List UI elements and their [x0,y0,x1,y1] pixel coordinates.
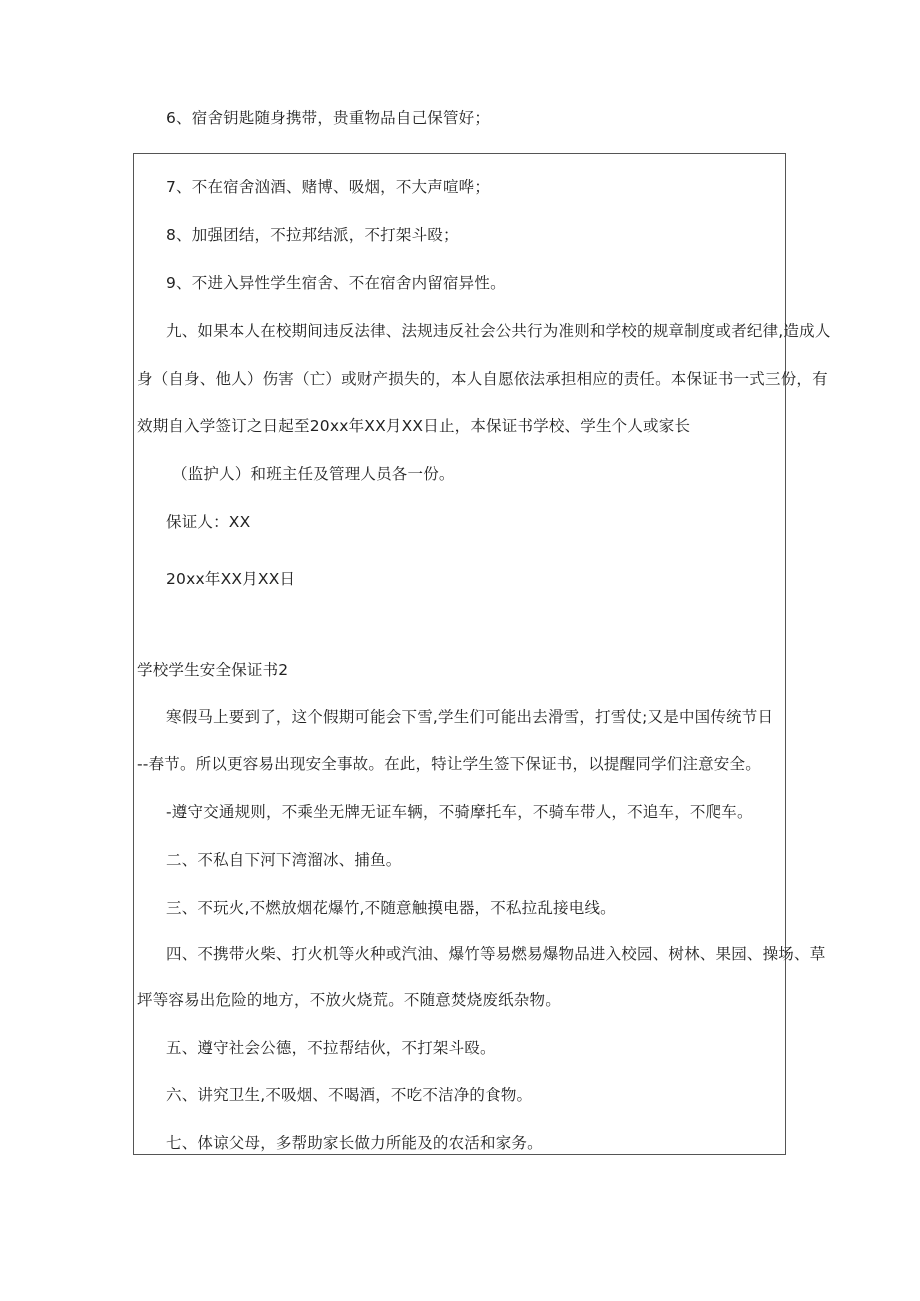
clause-9-line-4: （监护人）和班主任及管理人员各一份。 [172,465,455,483]
rule-item-7: 7、不在宿舍汹酒、赌博、吸烟，不大声喧哗； [166,178,491,196]
rule-item-6: 6、宿舍钥匙随身携带，贵重物品自己保管好； [166,109,491,127]
rule-item-9: 9、不进入异性学生宿舍、不在宿舍内留宿异性。 [166,274,506,292]
signer-line: 保证人：XX [166,513,251,531]
rule-item-4-line-2: 坪等容易出危险的地方，不放火烧荒。不随意焚烧废纸杂物。 [137,991,561,1009]
rule-item-7b: 七、体谅父母，多帮助家长做力所能及的农活和家务。 [166,1134,543,1152]
section-title: 学校学生安全保证书2 [137,661,289,679]
clause-9-line-1: 九、如果本人在校期间违反法律、法规违反社会公共行为准则和学校的规章制度或者纪律,造成人 [166,322,831,340]
rule-item-4-line-1: 四、不携带火柴、打火机等火种或汽油、爆竹等易燃易爆物品进入校园、树林、果园、操场、草 [166,945,826,963]
clause-9-line-3: 效期自入学签订之日起至20xx年XX月XX日止，本保证书学校、学生个人或家长 [137,417,691,435]
rule-item-6b: 六、讲究卫生,不吸烟、不喝酒，不吃不洁净的食物。 [166,1086,533,1104]
date-line: 20xx年XX月XX日 [166,570,296,588]
clause-9-line-2: 身（自身、他人）伤害（亡）或财产损失的，本人自愿依法承担相应的责任。本保证书一式三份，有 [137,370,828,388]
intro-line-2: --春节。所以更容易出现安全事故。在此，特让学生签下保证书，以提醒同学们注意安全。 [137,755,761,773]
intro-line-1: 寒假马上要到了，这个假期可能会下雪,学生们可能出去滑雪，打雪仗;又是中国传统节日 [166,708,774,726]
rule-item-3: 三、不玩火,不燃放烟花爆竹,不随意触摸电器，不私拉乱接电线。 [166,899,616,917]
rule-item-5: 五、遵守社会公德，不拉帮结伙，不打架斗殴。 [166,1039,496,1057]
rule-item-2: 二、不私自下河下湾溜冰、捕鱼。 [166,851,402,869]
rule-item-1: -遵守交通规则，不乘坐无牌无证车辆，不骑摩托车，不骑车带人，不追车，不爬车。 [166,803,753,821]
rule-item-8: 8、加强团结，不拉邦结派，不打架斗殴； [166,226,459,244]
